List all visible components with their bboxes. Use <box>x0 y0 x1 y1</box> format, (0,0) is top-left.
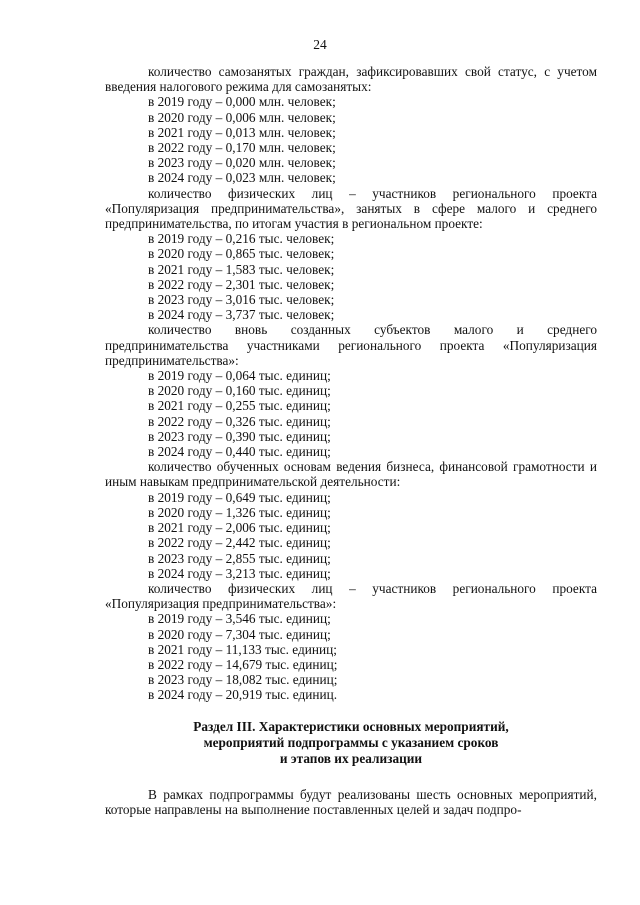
indicator-year-value: в 2024 году – 20,919 тыс. единиц. <box>148 687 338 703</box>
indicator-year-value: в 2020 году – 0,006 млн. человек; <box>148 109 336 125</box>
indicator-year-value: в 2021 году – 0,013 млн. человек; <box>148 124 336 140</box>
indicator-year-value: в 2023 году – 0,020 млн. человек; <box>148 155 336 171</box>
indicator-year-value: в 2021 году – 2,006 тыс. единиц; <box>148 520 331 536</box>
indicator-year-value: в 2019 году – 0,000 млн. человек; <box>148 94 336 110</box>
indicator-year-value: в 2020 году – 0,160 тыс. единиц; <box>148 383 331 399</box>
indicator-year-value: в 2023 году – 0,390 тыс. единиц; <box>148 428 331 444</box>
indicator-year-value: в 2019 году – 3,546 тыс. единиц; <box>148 611 331 627</box>
section-heading-line1: Раздел III. Характеристики основных мероприятий, <box>193 718 509 734</box>
document-body <box>105 64 597 817</box>
indicator-blocks <box>105 64 597 703</box>
final-paragraph: В рамках подпрограммы будут реализованы шесть основных мероприятий, которые направлены на выполнение поставленных целей и задач подпро- <box>105 786 597 817</box>
indicator-year-value: в 2023 году – 2,855 тыс. единиц; <box>148 550 331 566</box>
indicator-year-value: в 2020 году – 7,304 тыс. единиц; <box>148 626 331 642</box>
indicator-year-value: в 2019 году – 0,649 тыс. единиц; <box>148 489 331 505</box>
indicator-intro: количество вновь созданных субъектов малого и среднего предпринимательства участниками регионального проекта «Популяризация предпринимательства»: <box>105 322 597 368</box>
indicator-intro: количество физических лиц – участников регионального проекта «Популяризация предпринимательства»: <box>105 580 597 612</box>
page-number: 24 <box>313 37 327 52</box>
indicator-intro: количество обученных основам ведения бизнеса, финансовой грамотности и иным навыкам предпринимательской деятельности: <box>105 459 597 490</box>
indicator-year-value: в 2020 году – 0,865 тыс. человек; <box>148 246 335 262</box>
indicator-year-value: в 2023 году – 18,082 тыс. единиц; <box>148 672 338 688</box>
indicator-year-value: в 2019 году – 0,216 тыс. человек; <box>148 231 335 247</box>
indicator-year-value: в 2024 году – 0,440 тыс. единиц; <box>148 444 331 460</box>
indicator-year-value: в 2024 году – 0,023 млн. человек; <box>148 170 336 186</box>
indicator-year-value: в 2022 году – 0,170 млн. человек; <box>148 140 336 156</box>
indicator-year-value: в 2022 году – 14,679 тыс. единиц; <box>148 656 338 672</box>
indicator-year-value: в 2021 году – 11,133 тыс. единиц; <box>148 641 337 657</box>
section-heading <box>105 719 597 767</box>
section-heading-line3: и этапов их реализации <box>279 750 423 766</box>
indicator-year-value: в 2021 году – 0,255 тыс. единиц; <box>148 398 331 414</box>
indicator-year-value: в 2019 году – 0,064 тыс. единиц; <box>148 368 331 384</box>
indicator-year-value: в 2020 году – 1,326 тыс. единиц; <box>148 504 331 520</box>
indicator-year-value: в 2024 году – 3,213 тыс. единиц; <box>148 565 331 581</box>
indicator-year-value: в 2023 году – 3,016 тыс. человек; <box>148 292 335 308</box>
section-heading-line2: мероприятий подпрограммы с указанием сроков <box>203 734 499 750</box>
indicator-year-value: в 2022 году – 2,442 тыс. единиц; <box>148 535 331 551</box>
indicator-year-value: в 2022 году – 0,326 тыс. единиц; <box>148 413 331 429</box>
indicator-intro: количество физических лиц – участников регионального проекта «Популяризация предпринимательства», занятых в сфере малого и среднего предпринимательства, по итогам участия в региональном проекте: <box>105 185 597 232</box>
indicator-year-value: в 2021 году – 1,583 тыс. человек; <box>148 261 335 277</box>
indicator-year-value: в 2022 году – 2,301 тыс. человек; <box>148 276 335 292</box>
indicator-year-value: в 2024 году – 3,737 тыс. человек; <box>148 307 335 323</box>
indicator-intro: количество самозанятых граждан, зафиксировавших свой статус, с учетом введения налогового режима для самозанятых: <box>105 64 597 95</box>
